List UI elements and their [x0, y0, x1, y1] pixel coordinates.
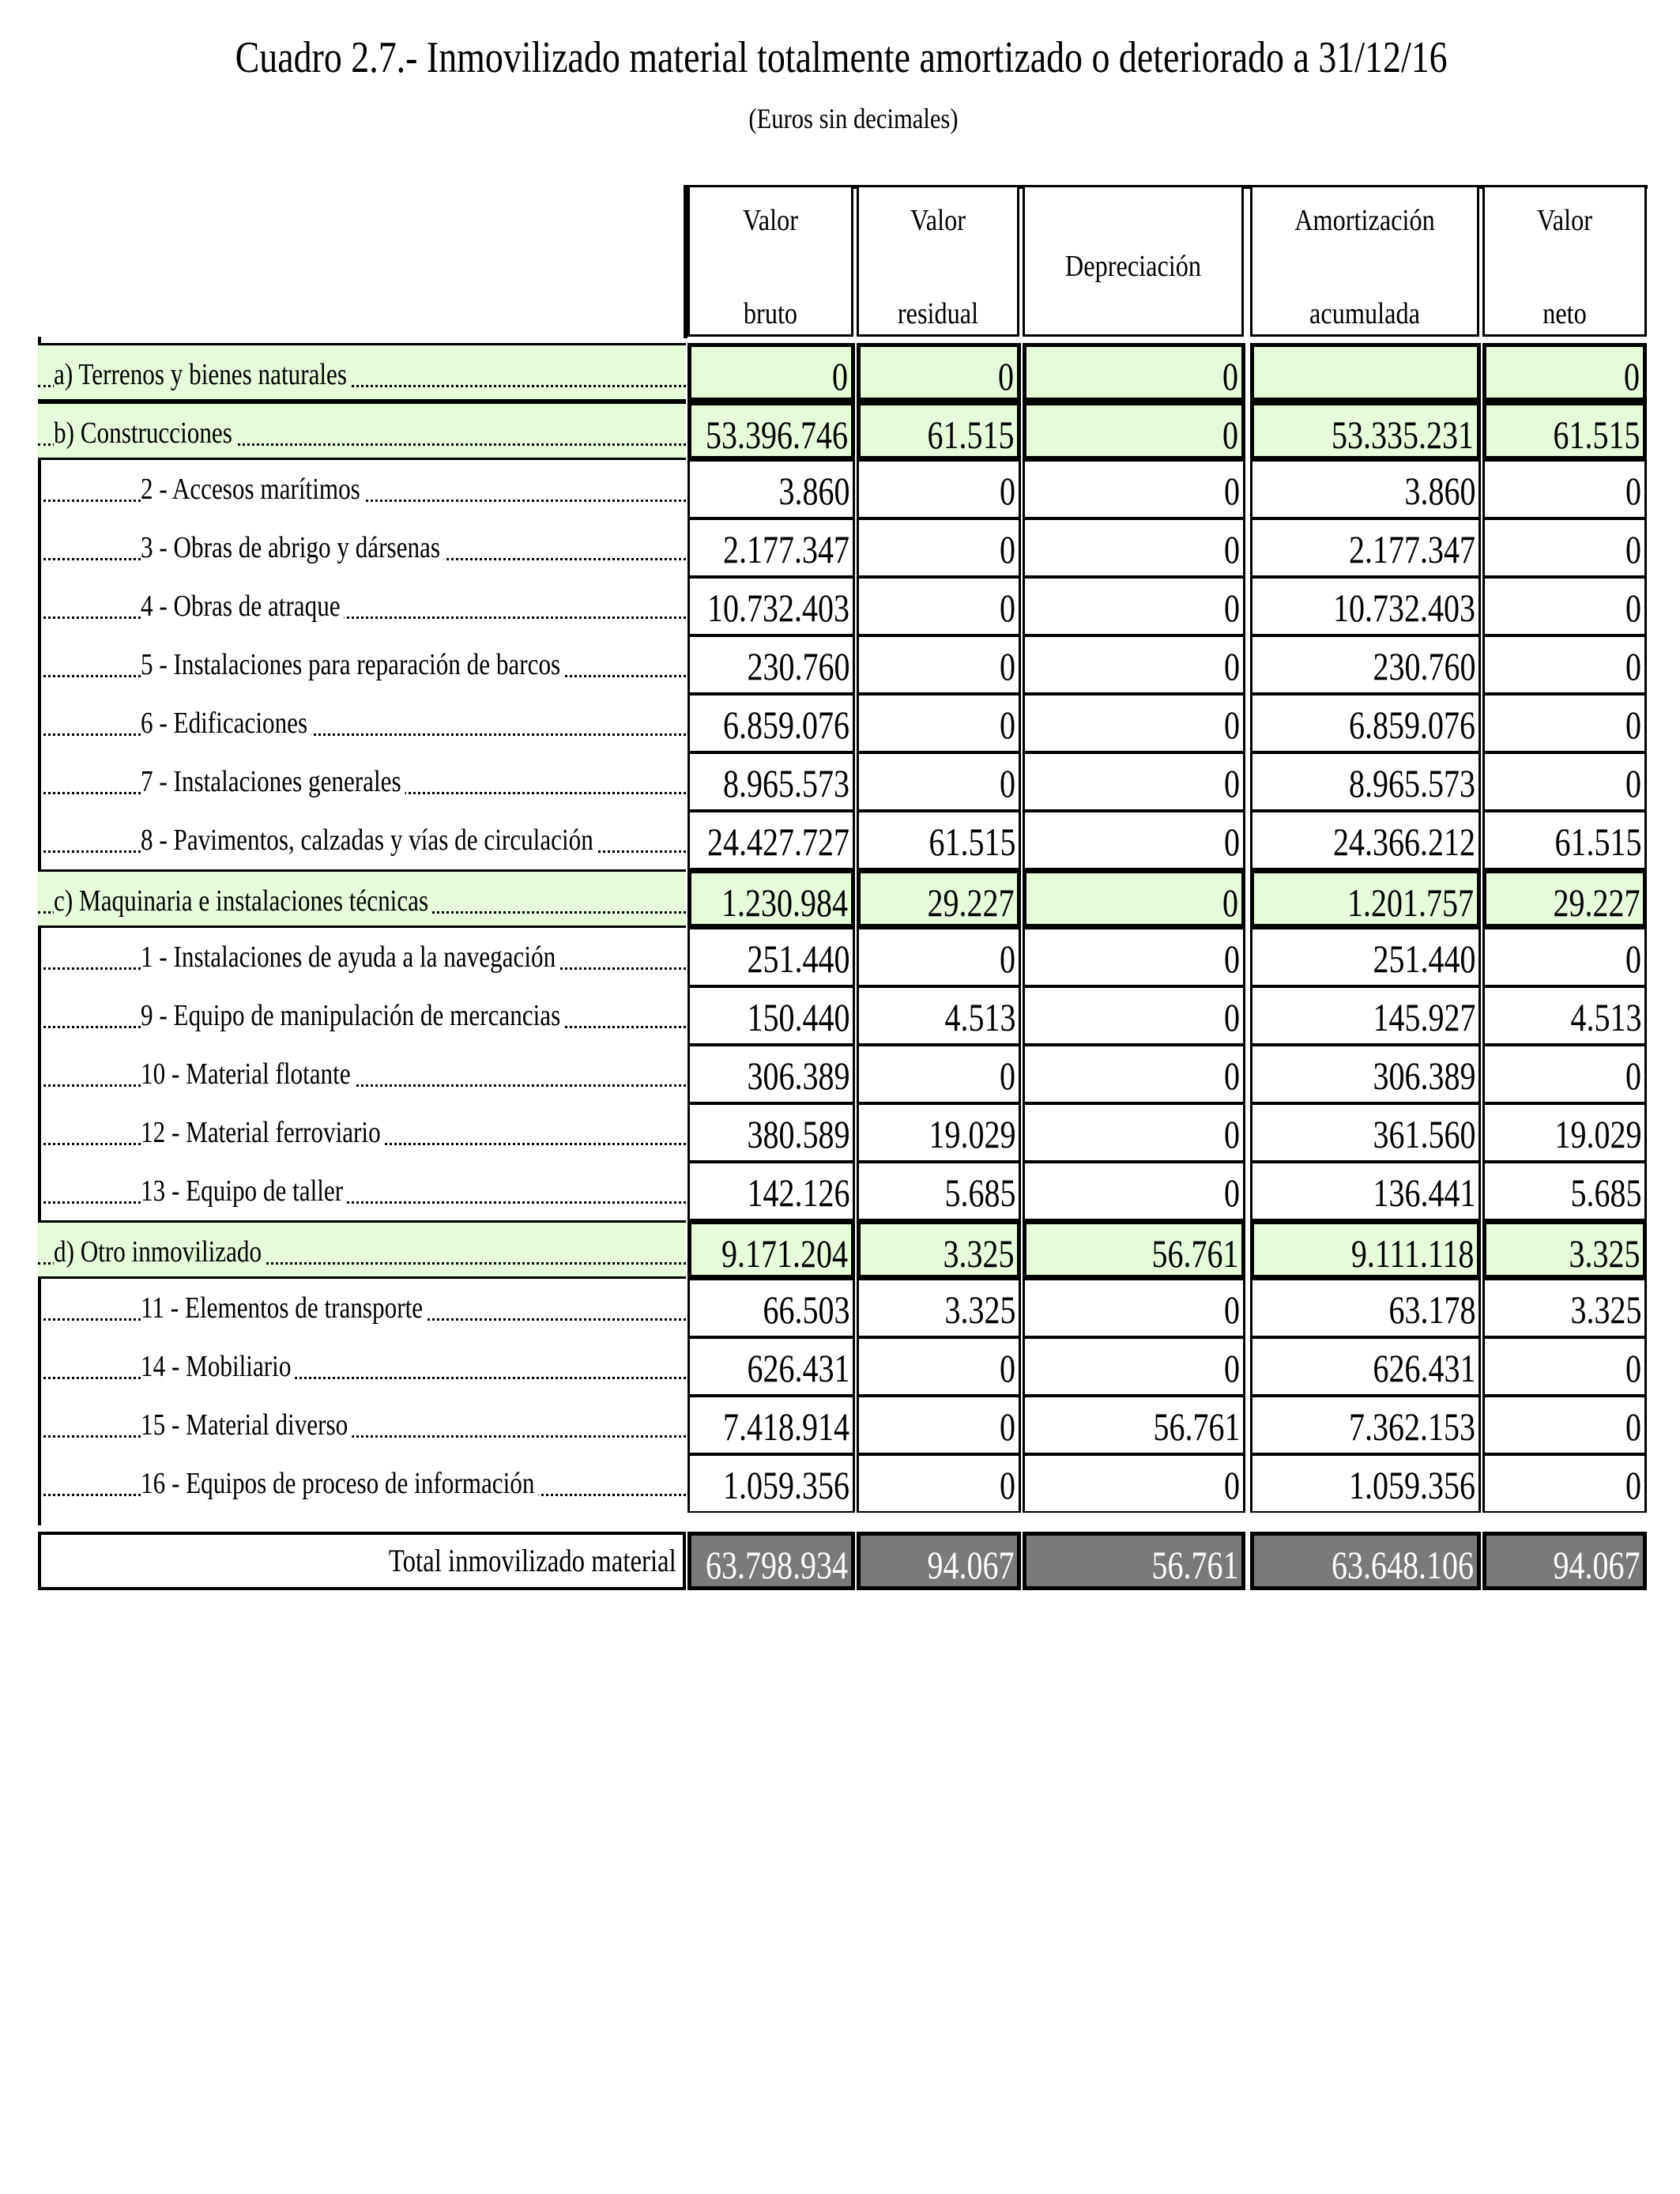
cell-value: 0 [1222, 354, 1238, 398]
value-cell [1482, 1279, 1647, 1337]
cell-value: 61.515 [1553, 413, 1640, 457]
value-cell [1482, 1337, 1647, 1396]
value-cell [1482, 577, 1647, 635]
cell-value: 3.325 [1569, 1231, 1640, 1276]
cell-value: 0 [1224, 586, 1240, 630]
row-label-cell [38, 1220, 686, 1279]
row-label: 4 - Obras de atraque [141, 577, 345, 635]
cell-value: 145.927 [1373, 995, 1475, 1039]
table-row [38, 986, 1647, 1045]
value-cell [687, 928, 855, 986]
column-header-amortizacion [1250, 185, 1479, 337]
cell-value: 56.761 [1153, 1404, 1240, 1449]
value-cell [857, 1279, 1021, 1337]
value-cell [1250, 1103, 1481, 1162]
total-value-cell [1482, 1532, 1647, 1590]
cell-value: 5.685 [944, 1171, 1015, 1215]
value-cell [1023, 518, 1245, 577]
cell-value: 19.029 [1554, 1112, 1641, 1156]
cell-value: 3.860 [1404, 469, 1475, 513]
row-label: 13 - Equipo de taller [141, 1162, 347, 1220]
cell-value: 0 [1000, 703, 1015, 747]
cell-value: 3.325 [944, 1287, 1015, 1332]
total-value-cell [687, 1532, 855, 1590]
cell-value: 0 [1000, 937, 1015, 981]
value-cell [687, 518, 855, 577]
cell-value: 230.760 [747, 644, 849, 688]
total-row [38, 1532, 1647, 1590]
cell-value: 7.362.153 [1349, 1404, 1475, 1449]
cell-value: 0 [1000, 761, 1015, 805]
row-label: 3 - Obras de abrigo y dársenas [141, 518, 444, 577]
value-cell [687, 460, 855, 518]
cell-value: 0 [1224, 995, 1240, 1039]
cell-value: 0 [1224, 644, 1240, 688]
value-cell [857, 1396, 1021, 1454]
total-value: 94.067 [927, 1543, 1014, 1587]
table-row [38, 928, 1647, 986]
cell-value: 0 [1224, 761, 1240, 805]
value-cell [857, 811, 1021, 869]
total-value: 56.761 [1151, 1543, 1238, 1587]
total-value: 63.798.934 [706, 1543, 848, 1587]
value-cell [1250, 928, 1481, 986]
value-cell [857, 1045, 1021, 1103]
row-label-cell [38, 1103, 686, 1162]
value-cell [857, 1337, 1021, 1396]
row-label-cell [38, 694, 686, 752]
cell-value: 10.732.403 [707, 586, 849, 630]
value-cell [687, 1045, 855, 1103]
value-cell [1482, 1454, 1647, 1513]
cell-value: 0 [1000, 1346, 1015, 1390]
value-cell [687, 1220, 855, 1279]
row-label-cell [38, 1454, 686, 1513]
cell-value: 0 [1625, 1054, 1641, 1098]
value-cell [1482, 1220, 1647, 1279]
cell-value: 0 [1224, 703, 1240, 747]
row-label-cell [38, 986, 686, 1045]
cell-value: 61.515 [929, 820, 1015, 864]
value-cell [1023, 811, 1245, 869]
cell-value: 2.177.347 [1349, 527, 1475, 571]
row-label-cell [38, 1337, 686, 1396]
cell-value: 8.965.573 [723, 761, 849, 805]
table-row [38, 1045, 1647, 1103]
value-cell [687, 1396, 855, 1454]
row-label: b) Construcciones [54, 404, 236, 460]
cell-value: 29.227 [927, 880, 1014, 925]
value-cell [1250, 752, 1481, 811]
value-cell [1023, 401, 1245, 460]
cell-value: 0 [1625, 1404, 1641, 1449]
value-cell [857, 518, 1021, 577]
cell-value: 0 [1625, 469, 1641, 513]
value-cell [1482, 1162, 1647, 1220]
cell-value: 3.325 [1570, 1287, 1641, 1332]
cell-value: 63.178 [1388, 1287, 1475, 1332]
value-cell [1250, 401, 1481, 460]
value-cell [1482, 635, 1647, 694]
value-cell [1023, 928, 1245, 986]
cell-value: 0 [1000, 1054, 1015, 1098]
value-cell [687, 811, 855, 869]
row-label: 14 - Mobiliario [141, 1337, 295, 1396]
value-cell [1482, 1103, 1647, 1162]
row-label-cell [38, 460, 686, 518]
value-cell [1023, 1337, 1245, 1396]
cell-value: 3.325 [943, 1231, 1014, 1276]
row-label: 16 - Equipos de proceso de información [141, 1454, 538, 1513]
row-label: 2 - Accesos marítimos [141, 460, 364, 518]
total-value-cell [1250, 1532, 1481, 1590]
category-row [38, 1220, 1647, 1279]
cell-value: 0 [1625, 586, 1641, 630]
cell-value: 0 [1000, 644, 1015, 688]
cell-value: 9.111.118 [1350, 1231, 1474, 1276]
value-cell [687, 577, 855, 635]
cell-value: 56.761 [1151, 1231, 1238, 1276]
cell-value: 626.431 [747, 1346, 849, 1390]
cell-value: 6.859.076 [723, 703, 849, 747]
category-row [38, 401, 1647, 460]
column-header-line1: Valor [1537, 204, 1592, 237]
cell-value: 8.965.573 [1349, 761, 1475, 805]
column-header-line1: Valor [743, 204, 798, 237]
value-cell [1023, 869, 1245, 928]
value-cell [857, 1162, 1021, 1220]
cell-value: 0 [1000, 1463, 1015, 1507]
cell-value: 0 [1224, 469, 1240, 513]
value-cell [687, 986, 855, 1045]
row-label-cell [38, 1396, 686, 1454]
value-cell [687, 635, 855, 694]
value-cell [1023, 1454, 1245, 1513]
value-cell [1023, 986, 1245, 1045]
table-row [38, 577, 1647, 635]
cell-value: 0 [1222, 880, 1238, 925]
cell-value: 53.335.231 [1332, 413, 1474, 457]
cell-value: 3.860 [778, 469, 849, 513]
dot-leader [38, 1053, 686, 1087]
cell-value: 0 [1624, 354, 1640, 398]
cell-value: 7.418.914 [723, 1404, 849, 1449]
cell-value: 1.059.356 [723, 1463, 849, 1507]
value-cell [1482, 1396, 1647, 1454]
row-label-cell [38, 577, 686, 635]
value-cell [1023, 1279, 1245, 1337]
table-row [38, 1162, 1647, 1220]
cell-value: 230.760 [1373, 644, 1475, 688]
value-cell [1023, 1045, 1245, 1103]
table-row [38, 1454, 1647, 1513]
value-cell [1482, 343, 1647, 401]
value-cell [1250, 460, 1481, 518]
cell-value: 1.201.757 [1347, 880, 1474, 925]
cell-value: 0 [1224, 1171, 1240, 1215]
value-cell [687, 1279, 855, 1337]
row-label-cell [38, 752, 686, 811]
table-row [38, 694, 1647, 752]
value-cell [1250, 1396, 1481, 1454]
cell-value: 61.515 [1554, 820, 1641, 864]
dot-leader [38, 1404, 686, 1438]
row-label-cell [38, 1162, 686, 1220]
value-cell [687, 401, 855, 460]
cell-value: 24.427.727 [707, 820, 849, 864]
value-cell [1023, 694, 1245, 752]
cell-value: 4.513 [1570, 995, 1641, 1039]
row-label-cell [38, 401, 686, 460]
row-label: 10 - Material flotante [141, 1045, 355, 1103]
cell-value: 0 [1224, 527, 1240, 571]
cell-value: 66.503 [763, 1287, 849, 1332]
total-label: Total inmovilizado material [389, 1543, 676, 1578]
row-label-cell [38, 343, 686, 401]
table-row [38, 1396, 1647, 1454]
value-cell [857, 986, 1021, 1045]
column-header-line1: Amortización [1294, 204, 1435, 237]
value-cell [1482, 518, 1647, 577]
row-label: 8 - Pavimentos, calzadas y vías de circulación [141, 811, 597, 869]
row-label: 12 - Material ferroviario [141, 1103, 385, 1162]
cell-value: 0 [1224, 1346, 1240, 1390]
cell-value: 9.171.204 [721, 1231, 848, 1276]
value-cell [1023, 1396, 1245, 1454]
value-cell [1250, 1045, 1481, 1103]
value-cell [1250, 1162, 1481, 1220]
column-header-valor-residual [857, 185, 1019, 337]
column-header-line1: Valor [910, 204, 966, 237]
cell-value: 0 [1625, 644, 1641, 688]
value-cell [1250, 635, 1481, 694]
value-cell [1250, 1454, 1481, 1513]
dot-leader [38, 1170, 686, 1204]
cell-value: 0 [1625, 937, 1641, 981]
cell-value: 0 [1625, 1463, 1641, 1507]
value-cell [857, 1454, 1021, 1513]
row-label: c) Maquinaria e instalaciones técnicas [54, 872, 432, 928]
cell-value: 6.859.076 [1349, 703, 1475, 747]
column-header-line2: acumulada [1309, 297, 1420, 330]
cell-value: 0 [1625, 1346, 1641, 1390]
cell-value: 0 [1224, 820, 1240, 864]
value-cell [1250, 1220, 1481, 1279]
value-cell [1023, 635, 1245, 694]
value-cell [1250, 577, 1481, 635]
cell-value: 61.515 [927, 413, 1014, 457]
column-header-valor-neto [1482, 185, 1647, 337]
value-cell [1250, 811, 1481, 869]
row-label: 7 - Instalaciones generales [141, 752, 405, 811]
table-row [38, 460, 1647, 518]
cell-value: 136.441 [1373, 1171, 1475, 1215]
value-cell [1482, 694, 1647, 752]
column-header-line2: residual [897, 297, 979, 330]
value-cell [857, 343, 1021, 401]
value-cell [1023, 343, 1245, 401]
total-value: 63.648.106 [1332, 1543, 1474, 1587]
cell-value: 0 [1224, 937, 1240, 981]
dot-leader [38, 702, 686, 736]
value-cell [1482, 1045, 1647, 1103]
table-row [38, 811, 1647, 869]
value-cell [1250, 694, 1481, 752]
row-label: 11 - Elementos de transporte [141, 1279, 427, 1337]
column-header-middle: Depreciación [1064, 250, 1202, 283]
column-header-depreciacion [1023, 185, 1244, 337]
value-cell [857, 694, 1021, 752]
cell-value: 10.732.403 [1333, 586, 1475, 630]
value-cell [857, 869, 1021, 928]
cell-value: 0 [1222, 413, 1238, 457]
table-row [38, 635, 1647, 694]
category-row [38, 869, 1647, 928]
value-cell [687, 694, 855, 752]
value-cell [1023, 1162, 1245, 1220]
cell-value: 0 [1000, 527, 1015, 571]
value-cell [1482, 401, 1647, 460]
value-cell [1250, 343, 1481, 401]
category-row [38, 343, 1647, 401]
cell-value: 2.177.347 [723, 527, 849, 571]
row-label: a) Terrenos y bienes naturales [54, 345, 351, 401]
value-cell [1250, 1337, 1481, 1396]
cell-value: 0 [1224, 1463, 1240, 1507]
value-cell [1023, 1220, 1245, 1279]
value-cell [1250, 986, 1481, 1045]
value-cell [857, 577, 1021, 635]
cell-value: 24.366.212 [1333, 820, 1475, 864]
cell-value: 0 [1224, 1054, 1240, 1098]
cell-value: 0 [1625, 761, 1641, 805]
cell-value: 251.440 [747, 937, 849, 981]
value-cell [687, 1103, 855, 1162]
cell-value: 0 [1000, 469, 1015, 513]
cell-value: 306.389 [1373, 1054, 1475, 1098]
value-cell [1482, 928, 1647, 986]
table-title: Cuadro 2.7.- Inmovilizado material totalmente amortizado o deteriorado a 31/12/16 [235, 33, 1448, 82]
cell-value: 0 [1224, 1112, 1240, 1156]
row-label-cell [38, 635, 686, 694]
value-cell [857, 928, 1021, 986]
cell-value: 29.227 [1553, 880, 1640, 925]
value-cell [857, 401, 1021, 460]
cell-value: 0 [1224, 1287, 1240, 1332]
value-cell [1482, 869, 1647, 928]
row-label-cell [38, 1279, 686, 1337]
value-cell [1482, 460, 1647, 518]
total-value-cell [857, 1532, 1021, 1590]
cell-value: 251.440 [1373, 937, 1475, 981]
table-row [38, 518, 1647, 577]
value-cell [1023, 1103, 1245, 1162]
row-label-cell [38, 1045, 686, 1103]
row-label: 1 - Instalaciones de ayuda a la navegación [141, 928, 559, 986]
dot-leader [38, 1345, 686, 1379]
column-header-valor-bruto [687, 185, 853, 337]
value-cell [687, 1454, 855, 1513]
row-label: d) Otro inmovilizado [54, 1223, 266, 1279]
cell-value: 306.389 [747, 1054, 849, 1098]
row-label-cell [38, 869, 686, 928]
cell-value: 53.396.746 [706, 413, 848, 457]
value-cell [1250, 1279, 1481, 1337]
column-header-line2: bruto [743, 297, 798, 330]
value-cell [1023, 577, 1245, 635]
dot-leader [38, 585, 686, 619]
cell-value: 19.029 [929, 1112, 1015, 1156]
value-cell [687, 1337, 855, 1396]
cell-value: 626.431 [1373, 1346, 1475, 1390]
row-label-cell [38, 518, 686, 577]
cell-value: 0 [1000, 1404, 1015, 1449]
value-cell [1482, 986, 1647, 1045]
value-cell [857, 752, 1021, 811]
cell-value: 0 [1625, 703, 1641, 747]
cell-value: 1.230.984 [721, 880, 848, 925]
value-cell [1250, 869, 1481, 928]
row-label-cell [38, 928, 686, 986]
cell-value: 0 [832, 354, 848, 398]
value-cell [857, 1220, 1021, 1279]
value-cell [1482, 811, 1647, 869]
table-row [38, 1103, 1647, 1162]
column-header-line2: neto [1543, 297, 1587, 330]
cell-value: 0 [998, 354, 1014, 398]
value-cell [687, 1162, 855, 1220]
value-cell [1023, 460, 1245, 518]
row-label-cell [38, 811, 686, 869]
cell-value: 142.126 [747, 1171, 849, 1215]
cell-value: 4.513 [944, 995, 1015, 1039]
table-row [38, 1279, 1647, 1337]
row-label: 15 - Material diverso [141, 1396, 352, 1454]
cell-value: 5.685 [1570, 1171, 1641, 1215]
value-cell [687, 752, 855, 811]
value-cell [1023, 752, 1245, 811]
cell-value: 361.560 [1373, 1112, 1475, 1156]
total-value: 94.067 [1553, 1543, 1640, 1587]
value-cell [857, 1103, 1021, 1162]
row-label: 9 - Equipo de manipulación de mercancias [141, 986, 564, 1045]
row-label: 5 - Instalaciones para reparación de barcos [141, 635, 564, 694]
value-cell [857, 635, 1021, 694]
cell-value: 1.059.356 [1349, 1463, 1475, 1507]
table-row [38, 1337, 1647, 1396]
value-cell [687, 343, 855, 401]
cell-value: 0 [1625, 527, 1641, 571]
table-subtitle: (Euros sin decimales) [748, 103, 959, 134]
row-label: 6 - Edificaciones [141, 694, 311, 752]
value-cell [1482, 752, 1647, 811]
total-value-cell [1023, 1532, 1245, 1590]
value-cell [857, 460, 1021, 518]
cell-value: 150.440 [747, 995, 849, 1039]
table-row [38, 752, 1647, 811]
cell-value: 380.589 [747, 1112, 849, 1156]
value-cell [1250, 518, 1481, 577]
cell-value: 0 [1000, 586, 1015, 630]
value-cell [687, 869, 855, 928]
